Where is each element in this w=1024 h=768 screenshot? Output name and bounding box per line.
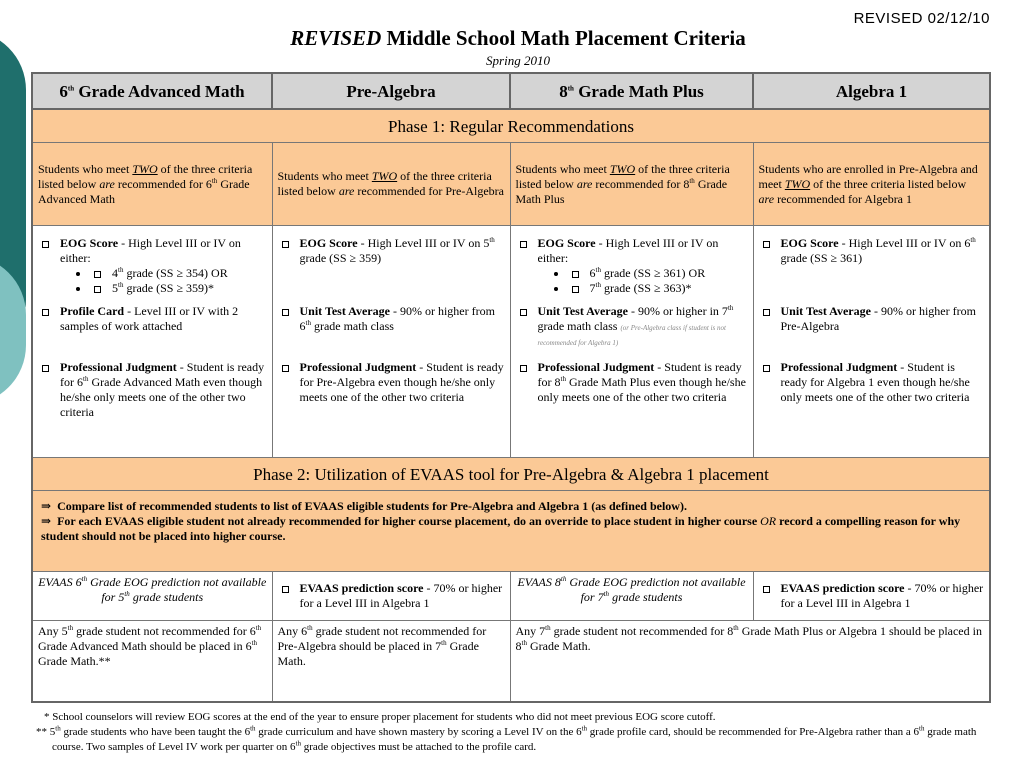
column-header-8th-math-plus: 8th Grade Math Plus bbox=[510, 73, 753, 109]
footnote-1: * School counselors will review EOG scores at the end of the year to ensure proper placement for students who did not meet previous EOG score cutoff. bbox=[44, 711, 716, 723]
default-pre-algebra: Any 6th grade student not recommended for Pre-Algebra should be placed in 7th Grade Math. bbox=[272, 621, 510, 703]
eog-bullet: • 5th grade (SS ≥ 359)* bbox=[90, 281, 267, 296]
criterion-eog: EOG Score - High Level III or IV on 6th grade (SS ≥ 361) bbox=[759, 236, 985, 304]
column-header-algebra-1: Algebra 1 bbox=[753, 73, 990, 109]
column-header-6th-advanced: 6th Grade Advanced Math bbox=[32, 73, 272, 109]
arrow-icon: ⇒ bbox=[41, 514, 52, 528]
criterion-profile-card: Profile Card - Level III or IV with 2 samples of work attached bbox=[38, 304, 267, 360]
footnotes bbox=[36, 710, 996, 755]
header-row bbox=[32, 73, 990, 109]
arrow-icon: ⇒ bbox=[41, 499, 52, 513]
eog-bullet: • 7th grade (SS ≥ 363)* bbox=[568, 281, 748, 296]
evaas-8th-unavailable: EVAAS 8th Grade EOG prediction not available for 7th grade students bbox=[510, 572, 753, 621]
eog-bullet: • 4th grade (SS ≥ 354) OR bbox=[90, 266, 267, 281]
criterion-unit-test: Unit Test Average - 90% or higher in 7th grade math class (or Pre-Algebra class if student is not recommended for Algebra 1) bbox=[516, 304, 748, 360]
criterion-eog: EOG Score - High Level III or IV on either: • 6th grade (SS ≥ 361) OR • 7th grade (SS ≥ 363)* bbox=[516, 236, 748, 304]
evaas-pre-algebra bbox=[272, 572, 510, 621]
intro-pre-algebra: Students who meet TWO of the three criteria listed below are recommended for Pre-Algebra bbox=[272, 143, 510, 226]
phase2-item: ⇒ Compare list of recommended students to list of EVAAS eligible students for Pre-Algebra and Algebra 1 (as defined below). bbox=[41, 499, 687, 513]
criterion-evaas: EVAAS prediction score - 70% or higher for a Level III in Algebra 1 bbox=[759, 581, 985, 611]
intro-6th-advanced: Students who meet TWO of the three criteria listed below are recommended for 6th Grade Advanced Math bbox=[32, 143, 272, 226]
criteria-row bbox=[32, 226, 990, 458]
criterion-unit-test: Unit Test Average - 90% or higher from Pre-Algebra bbox=[759, 304, 985, 360]
criterion-eog: EOG Score - High Level III or IV on 5th grade (SS ≥ 359) bbox=[278, 236, 505, 304]
phase2-item: ⇒ For each EVAAS eligible student not already recommended for higher course placement, do an override to place student in higher course OR record a compelling reason for why student should not be placed into higher course. bbox=[41, 514, 961, 543]
criterion-evaas: EVAAS prediction score - 70% or higher for a Level III in Algebra 1 bbox=[278, 581, 505, 611]
phase1-heading: Phase 1: Regular Recommendations bbox=[32, 109, 990, 143]
criterion-professional-judgment: Professional Judgment - Student is ready for 6th Grade Advanced Math even though he/she only meets one of the other two criteria bbox=[38, 360, 267, 420]
column-header-pre-algebra: Pre-Algebra bbox=[272, 73, 510, 109]
intro-algebra-1: Students who are enrolled in Pre-Algebra and meet TWO of the three criteria listed below are recommended for Algebra 1 bbox=[753, 143, 990, 226]
intro-row bbox=[32, 143, 990, 226]
intro-8th-math-plus: Students who meet TWO of the three criteria listed below are recommended for 8th Grade Math Plus bbox=[510, 143, 753, 226]
evaas-algebra-1 bbox=[753, 572, 990, 621]
criterion-professional-judgment: Professional Judgment - Student is ready for Pre-Algebra even though he/she only meets one of the other two criteria bbox=[278, 360, 505, 405]
evaas-row bbox=[32, 572, 990, 621]
criterion-professional-judgment: Professional Judgment - Student is ready for Algebra 1 even though he/she only meets one of the other two criteria bbox=[759, 360, 985, 405]
eog-bullet: • 6th grade (SS ≥ 361) OR bbox=[568, 266, 748, 281]
page-subtitle: Spring 2010 bbox=[486, 53, 550, 68]
criterion-eog: EOG Score - High Level III or IV on either: • 4th grade (SS ≥ 354) OR • 5th grade (SS ≥ 359)* bbox=[38, 236, 267, 304]
criteria-algebra-1 bbox=[753, 226, 990, 458]
default-6th-advanced: Any 5th grade student not recommended for 6th Grade Advanced Math should be placed in 6th Grade Math.** bbox=[32, 621, 272, 703]
criterion-professional-judgment: Professional Judgment - Student is ready for 8th Grade Math Plus even though he/she only meets one of the other two criteria bbox=[516, 360, 748, 405]
phase2-instructions bbox=[32, 491, 990, 572]
default-placement-row bbox=[32, 621, 990, 703]
criteria-6th-advanced bbox=[32, 226, 272, 458]
criteria-pre-algebra bbox=[272, 226, 510, 458]
page-title: REVISED Middle School Math Placement Criteria bbox=[290, 26, 746, 50]
default-8th-and-algebra: Any 7th grade student not recommended for 8th Grade Math Plus or Algebra 1 should be placed in 8th Grade Math. bbox=[510, 621, 990, 703]
footnote-2: ** 5th grade students who have been taught the 6th grade curriculum and have shown mastery by scoring a Level IV on the 6th grade profile card, should be recommended for Pre-Algebra rather than a 6th grade math course. Two samples of Level IV work per quarter on 6th grade objectives must be attached to the profile card. bbox=[36, 724, 977, 753]
evaas-6th-unavailable: EVAAS 6th Grade EOG prediction not available for 5th grade students bbox=[32, 572, 272, 621]
revised-stamp: REVISED 02/12/10 bbox=[853, 10, 990, 27]
phase2-heading: Phase 2: Utilization of EVAAS tool for Pre-Algebra & Algebra 1 placement bbox=[32, 458, 990, 491]
criterion-unit-test: Unit Test Average - 90% or higher from 6th grade math class bbox=[278, 304, 505, 360]
placement-criteria-table bbox=[31, 72, 991, 703]
criteria-8th-math-plus bbox=[510, 226, 753, 458]
